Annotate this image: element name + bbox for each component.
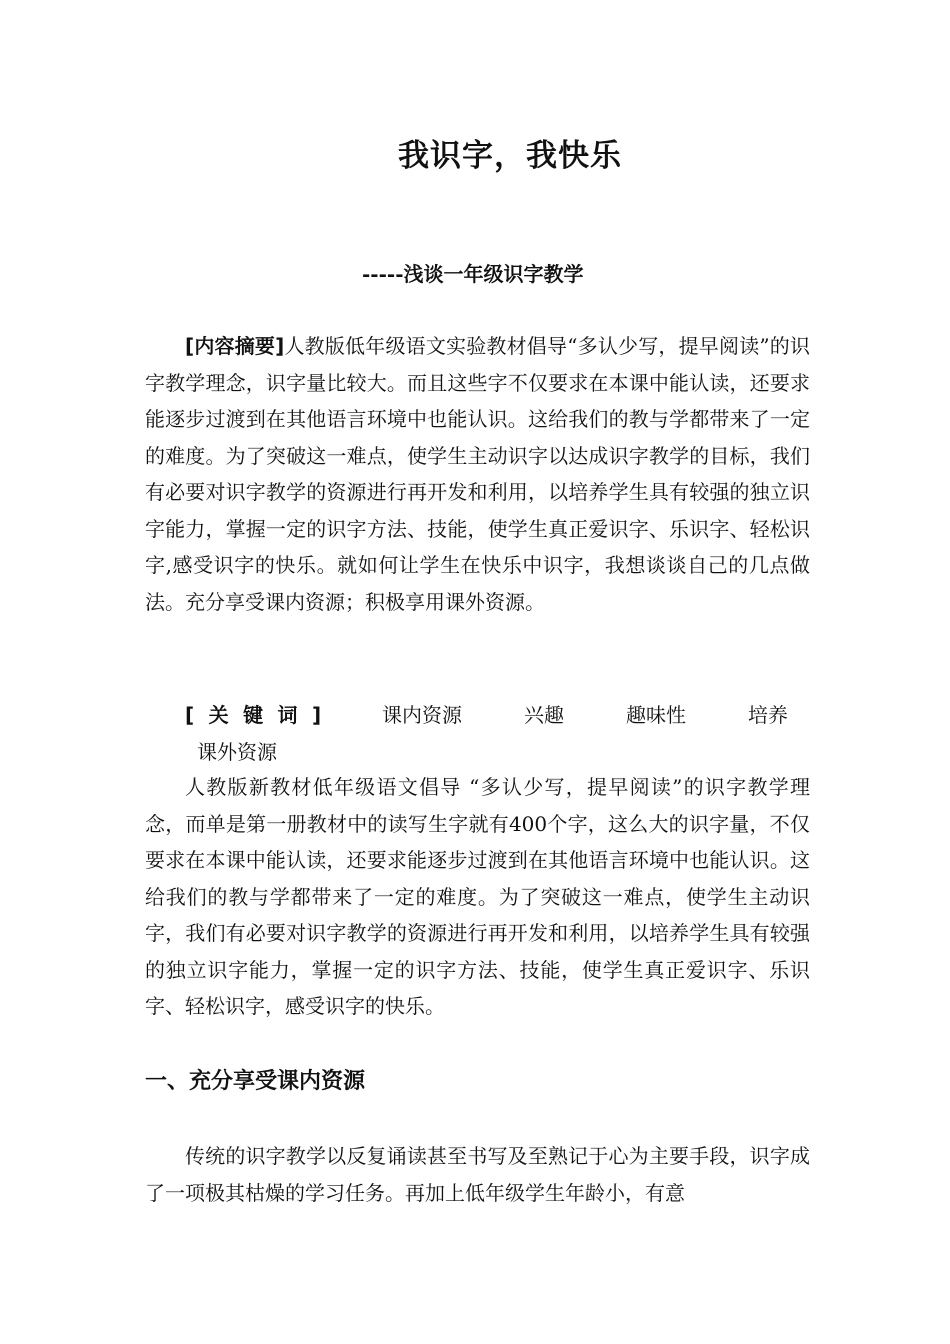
section-heading: 一、充分享受课内资源 xyxy=(145,1069,366,1094)
keyword-item: 课内资源 xyxy=(382,703,463,727)
document-title: 我识字，我快乐 xyxy=(398,138,622,174)
keywords-paragraph xyxy=(145,697,810,770)
document-subtitle: -----浅谈一年级识字教学 xyxy=(362,262,584,286)
keyword-item: 兴趣 xyxy=(524,703,565,727)
abstract-paragraph xyxy=(145,328,810,620)
keyword-item: 趣味性 xyxy=(626,703,687,727)
abstract-label: [内容摘要] xyxy=(185,334,285,358)
keyword-item: 课外资源 xyxy=(197,739,277,764)
section-paragraph: 传统的识字教学以反复诵读甚至书写及至熟记于心为主要手段，识字成了一项极其枯燥的学习任务。再加上低年级学生年龄小，有意 xyxy=(145,1144,810,1205)
keyword-item: 培养 xyxy=(748,703,789,727)
intro-paragraph: 人教版新教材低年级语文倡导 “多认少写，提早阅读”的识字教学理念，而单是第一册教材中的读写生字就有400个字，这么大的识字量，不仅要求在本课中能认读，还要求能逐步过渡到在其他语言环境中也能认识。这给我们的教与学都带来了一定的难度。为了突破这一难点，使学生主动识字，我们有必要对识字教学的资源进行再开发和利用，以培养学生具有较强的独立识字能力，掌握一定的识字方法、技能，使学生真正爱识字、乐识字、轻松识字，感受识字的快乐。 xyxy=(145,775,810,1018)
abstract-text: 人教版低年级语文实验教材倡导“多认少写，提早阅读”的识字教学理念，识字量比较大。而且这些字不仅要求在本课中能认读，还要求能逐步过渡到在其他语言环境中也能认识。这给我们的教与学都带来了一定的难度。为了突破这一难点，使学生主动识字以达成识字教学的目标，我们有必要对识字教学的资源进行再开发和利用，以培养学生具有较强的独立识字能力，掌握一定的识字方法、技能，使学生真正爱识字、乐识字、轻松识字,感受识字的快乐。就如何让学生在快乐中识字，我想谈谈自己的几点做法。充分享受课内资源；积极享用课外资源。 xyxy=(145,334,811,614)
keywords-label: [关键词] xyxy=(185,703,322,727)
